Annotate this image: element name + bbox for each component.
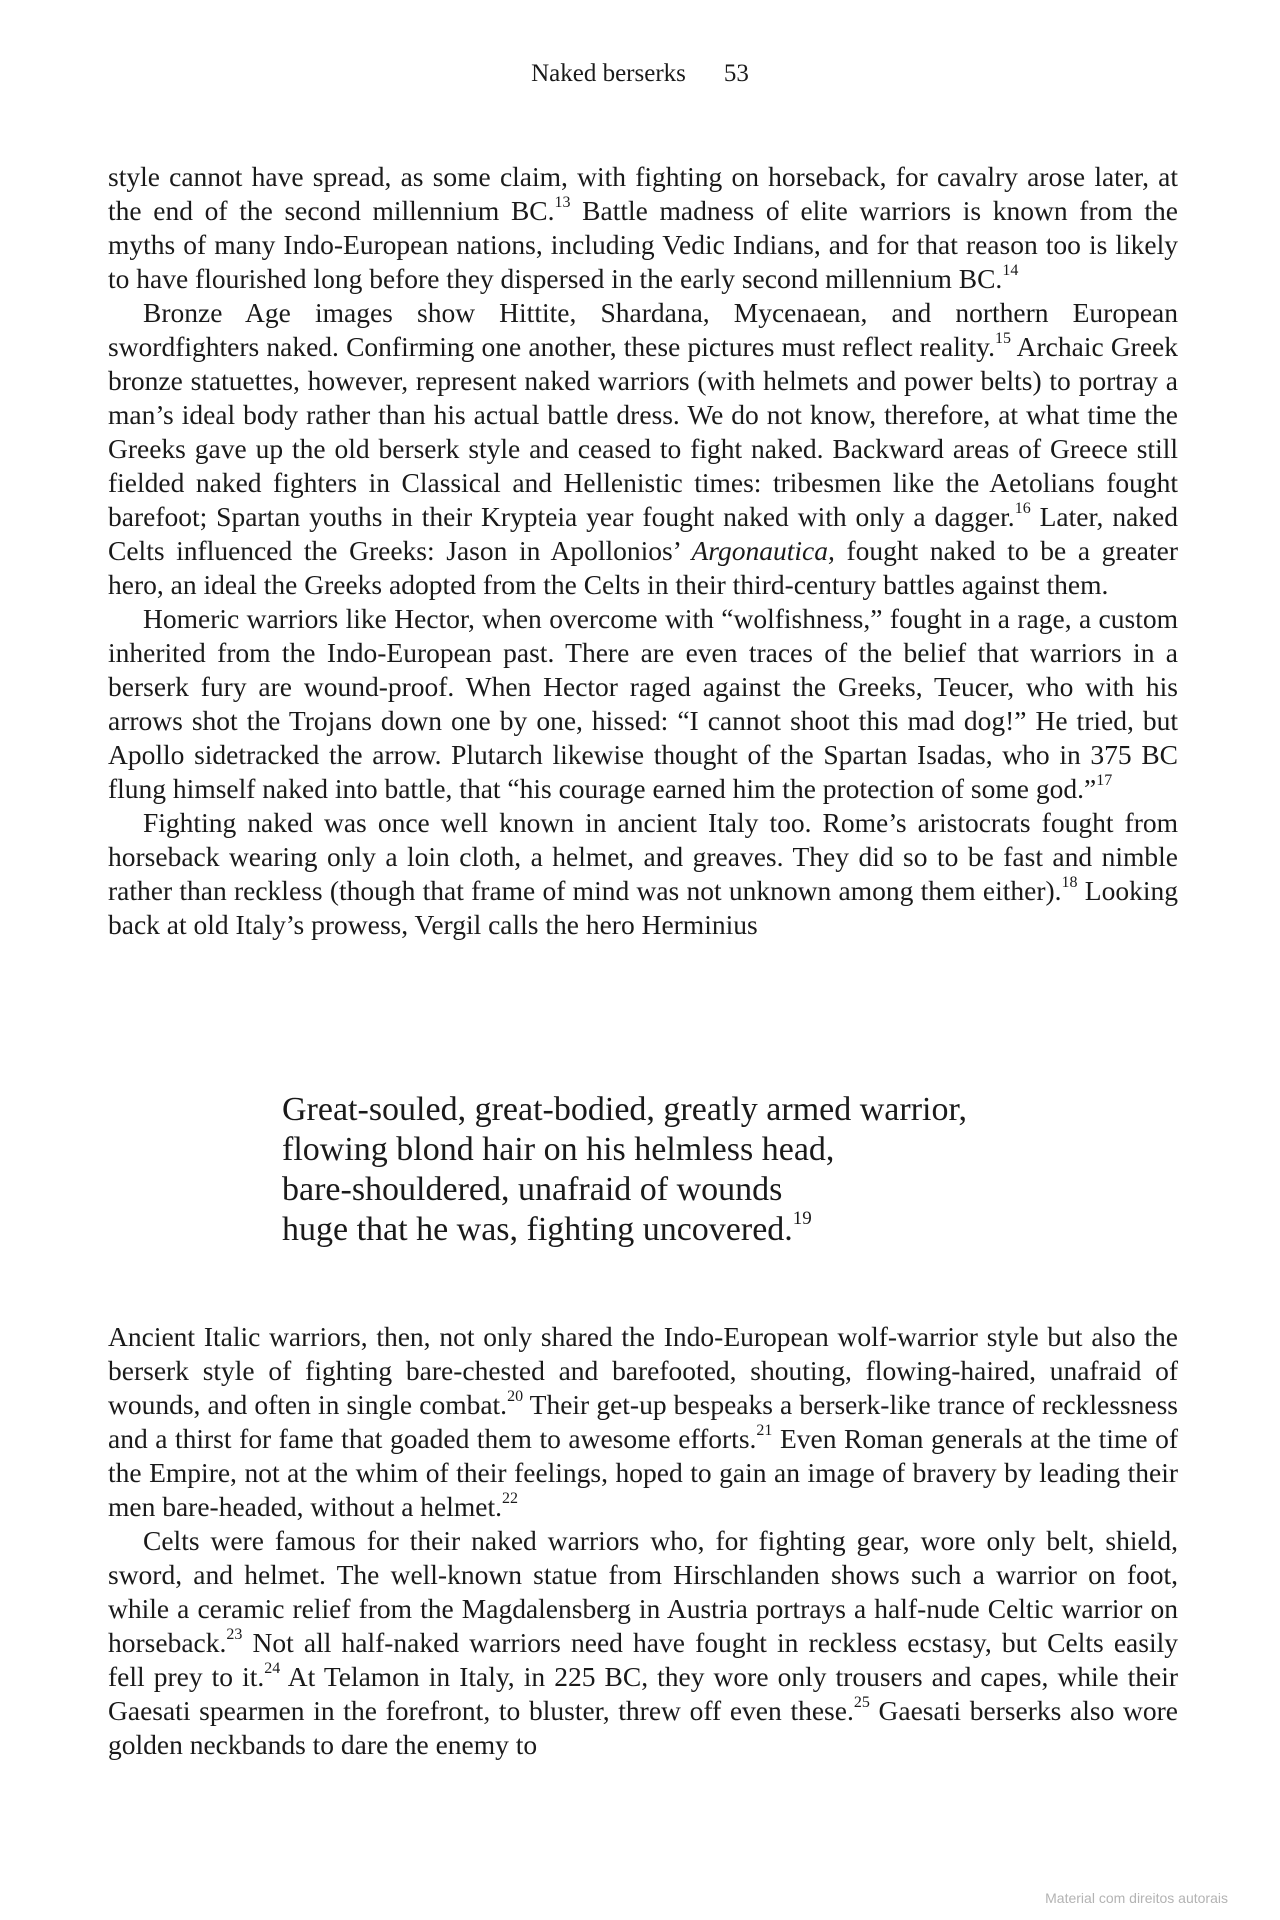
text-run: Not all half-naked warriors need have fought in reckless ecstasy, but Celts easily fell prey to it. bbox=[108, 1627, 1178, 1692]
text-run: Battle madness of elite warriors is known from the myths of many Indo-European nations, including Vedic Indians, and for that reason too is likely to have flourished long before they dispersed in the early second millennium BC. bbox=[108, 195, 1178, 294]
verse-line-last bbox=[282, 1210, 967, 1250]
header-title: Naked berserks bbox=[531, 60, 686, 87]
text-run: Fighting naked was once well known in ancient Italy too. Rome’s aristocrats fought from horseback wearing only a loin cloth, a helmet, and greaves. They did so to be fast and nimble rather than reckless (though that frame of mind was not unknown among them either). bbox=[108, 807, 1178, 906]
text-run: At Telamon in Italy, in 225 BC, they wore only trousers and capes, while their Gaesati spearmen in the forefront, to bluster, threw off even these. bbox=[108, 1661, 1178, 1726]
footnote-ref: 19 bbox=[792, 1208, 812, 1229]
text-run: Bronze Age images show Hittite, Shardana, Mycenaean, and northern European swordfighters naked. Confirming one another, these pictures must reflect reality. bbox=[108, 297, 1178, 362]
text-run: Homeric warriors like Hector, when overcome with “wolfishness,” fought in a rage, a custom inherited from the Indo-European past. There are even traces of the belief that warriors in a berserk fury are wound-proof. When Hector raged against the Greeks, Teucer, who with his arrows shot the Trojans down one by one, hissed: “I cannot shoot this mad dog!” He tried, but Apollo sidetracked the arrow. Plutarch likewise thought of the Spartan Isadas, who in 375 BC flung himself naked into battle, that “his courage earned him the protection of some god.” bbox=[108, 603, 1178, 804]
footnote-ref: 15 bbox=[995, 330, 1011, 347]
text-run: Ancient Italic warriors, then, not only shared the Indo-European wolf-warrior style but also the berserk style of fighting bare-chested and barefooted, shouting, flowing-haired, unafraid of wounds, and often in single combat. bbox=[108, 1321, 1178, 1420]
text-run: fought naked to be a greater hero, an ideal the Greeks adopted from the Celts in their third-century battles against them. bbox=[108, 535, 1178, 600]
verse-line: flowing blond hair on his helmless head, bbox=[282, 1131, 835, 1168]
paragraph-6 bbox=[108, 1524, 1178, 1762]
footnote-ref: 14 bbox=[1002, 262, 1019, 279]
footnote-ref: 22 bbox=[502, 1490, 519, 1507]
verse-line: bare-shouldered, unafraid of wounds bbox=[282, 1171, 783, 1208]
text-run: Later, naked Celts influenced the Greeks: Jason in Apollonios’ bbox=[108, 501, 1178, 566]
text-run: Their get-up bespeaks a berserk-like trance of recklessness and a thirst for fame that goaded them to awesome efforts. bbox=[108, 1389, 1178, 1454]
verse-text: huge that he was, fighting uncovered. bbox=[282, 1211, 793, 1248]
text-run: style cannot have spread, as some claim, with fighting on horseback, for cavalry arose later, at the end of the second millennium BC. bbox=[108, 161, 1178, 226]
italic-title: Argonautica, bbox=[691, 535, 835, 566]
footnote-ref: 18 bbox=[1061, 874, 1078, 891]
paragraph-5 bbox=[108, 1320, 1178, 1524]
footnote-ref: 16 bbox=[1014, 500, 1031, 517]
footnote-ref: 21 bbox=[756, 1422, 773, 1439]
text-run: Even Roman generals at the time of the Empire, not at the whim of their feelings, hoped to gain an image of bravery by leading their men bare-headed, without a helmet. bbox=[108, 1423, 1178, 1522]
body-text-upper bbox=[108, 160, 1178, 942]
footnote-ref: 13 bbox=[554, 194, 571, 211]
verse-quotation bbox=[282, 1090, 967, 1250]
footnote-ref: 23 bbox=[226, 1626, 243, 1643]
paragraph-2 bbox=[108, 296, 1178, 602]
footnote-ref: 25 bbox=[853, 1694, 870, 1711]
copyright-watermark: Material com direitos autorais bbox=[1045, 1890, 1228, 1906]
text-run: Looking back at old Italy’s prowess, Vergil calls the hero Herminius bbox=[108, 875, 1178, 940]
text-run: Celts were famous for their naked warriors who, for fighting gear, wore only belt, shield, sword, and helmet. The well-known statue from Hirschlanden shows such a warrior on foot, while a ceramic relief from the Magdalensberg in Austria portrays a half-nude Celtic warrior on horseback. bbox=[108, 1525, 1178, 1658]
body-text-lower bbox=[108, 1320, 1178, 1762]
text-run: Archaic Greek bronze statuettes, however, represent naked warriors (with helmets and power belts) to portray a man’s ideal body rather than his actual battle dress. We do not know, therefore, at what time the Greeks gave up the old berserk style and ceased to fight naked. Backward areas of Greece still fielded naked fighters in Classical and Hellenistic times: tribesmen like the Aetolians fought barefoot; Spartan youths in their Krypteia year fought naked with only a dagger. bbox=[108, 331, 1178, 532]
paragraph-3 bbox=[108, 602, 1178, 806]
verse-line: Great-souled, great-bodied, greatly armed warrior, bbox=[282, 1091, 967, 1128]
footnote-ref: 24 bbox=[264, 1660, 281, 1677]
footnote-ref: 17 bbox=[1096, 772, 1113, 789]
text-run: Gaesati berserks also wore golden neckbands to dare the enemy to bbox=[108, 1695, 1178, 1760]
paragraph-4 bbox=[108, 806, 1178, 942]
running-header bbox=[0, 60, 1280, 88]
footnote-ref: 20 bbox=[507, 1388, 524, 1405]
page-number: 53 bbox=[723, 60, 749, 87]
paragraph-1 bbox=[108, 160, 1178, 296]
